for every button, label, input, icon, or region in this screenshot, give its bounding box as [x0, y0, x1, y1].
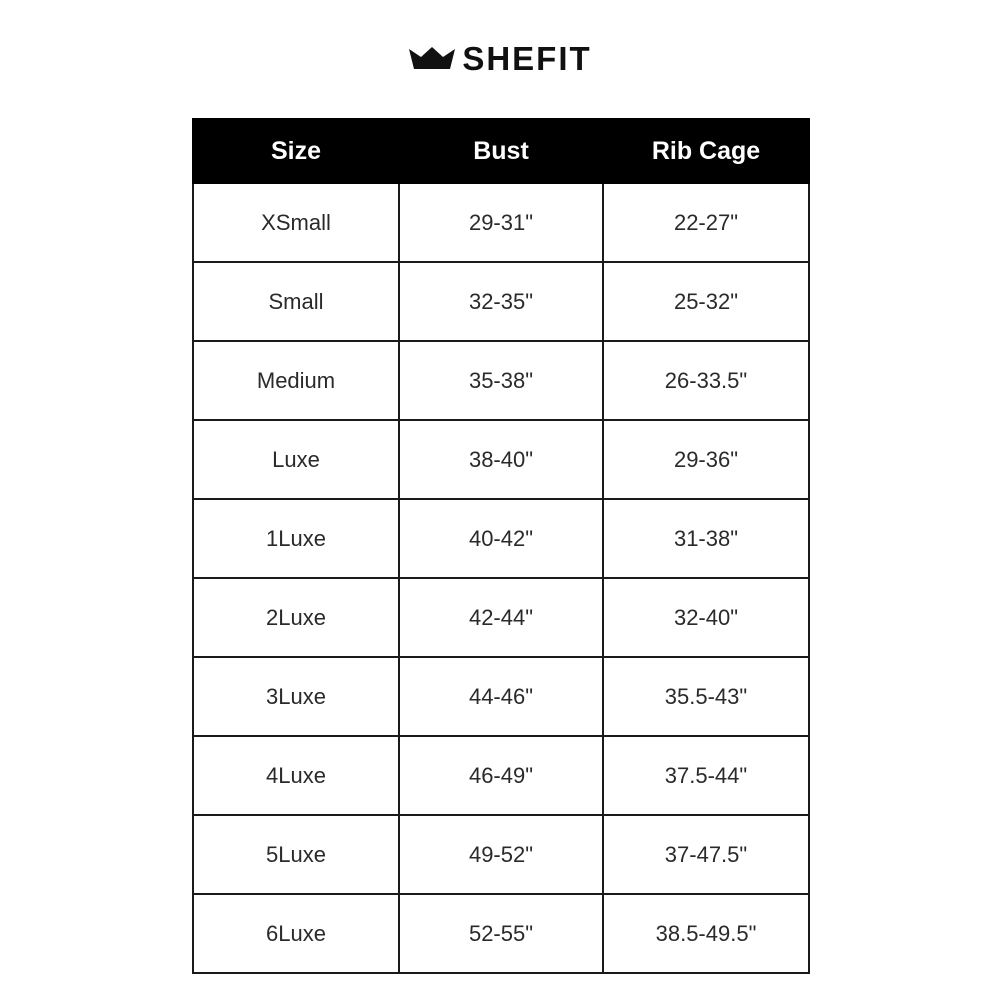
header-size: Size	[193, 119, 399, 183]
size-cell: 3Luxe	[193, 657, 399, 736]
size-chart-table	[192, 118, 810, 974]
bust-cell: 40-42"	[399, 499, 603, 578]
table-header-row	[193, 119, 809, 183]
rib-cage-cell: 37.5-44"	[603, 736, 809, 815]
table-row	[193, 578, 809, 657]
rib-cage-cell: 38.5-49.5"	[603, 894, 809, 973]
brand-logo	[408, 39, 592, 77]
size-cell: 4Luxe	[193, 736, 399, 815]
size-cell: XSmall	[193, 183, 399, 262]
rib-cage-cell: 29-36"	[603, 420, 809, 499]
size-cell: Medium	[193, 341, 399, 420]
size-cell: 1Luxe	[193, 499, 399, 578]
brand-name: SHEFIT	[462, 39, 592, 77]
table-row	[193, 262, 809, 341]
crown-icon	[408, 45, 456, 71]
size-cell: 2Luxe	[193, 578, 399, 657]
table-row	[193, 657, 809, 736]
rib-cage-cell: 32-40"	[603, 578, 809, 657]
bust-cell: 35-38"	[399, 341, 603, 420]
size-cell: Luxe	[193, 420, 399, 499]
bust-cell: 46-49"	[399, 736, 603, 815]
table-row	[193, 341, 809, 420]
bust-cell: 49-52"	[399, 815, 603, 894]
table-row	[193, 815, 809, 894]
size-cell: 5Luxe	[193, 815, 399, 894]
table-row	[193, 499, 809, 578]
rib-cage-cell: 31-38"	[603, 499, 809, 578]
rib-cage-cell: 35.5-43"	[603, 657, 809, 736]
table-row	[193, 736, 809, 815]
table-row	[193, 894, 809, 973]
rib-cage-cell: 25-32"	[603, 262, 809, 341]
rib-cage-cell: 37-47.5"	[603, 815, 809, 894]
header-bust: Bust	[399, 119, 603, 183]
bust-cell: 42-44"	[399, 578, 603, 657]
header-rib-cage: Rib Cage	[603, 119, 809, 183]
brand-header	[0, 38, 1000, 78]
size-cell: 6Luxe	[193, 894, 399, 973]
table-row	[193, 183, 809, 262]
rib-cage-cell: 26-33.5"	[603, 341, 809, 420]
size-cell: Small	[193, 262, 399, 341]
rib-cage-cell: 22-27"	[603, 183, 809, 262]
bust-cell: 38-40"	[399, 420, 603, 499]
bust-cell: 44-46"	[399, 657, 603, 736]
table-row	[193, 420, 809, 499]
bust-cell: 29-31"	[399, 183, 603, 262]
bust-cell: 52-55"	[399, 894, 603, 973]
bust-cell: 32-35"	[399, 262, 603, 341]
